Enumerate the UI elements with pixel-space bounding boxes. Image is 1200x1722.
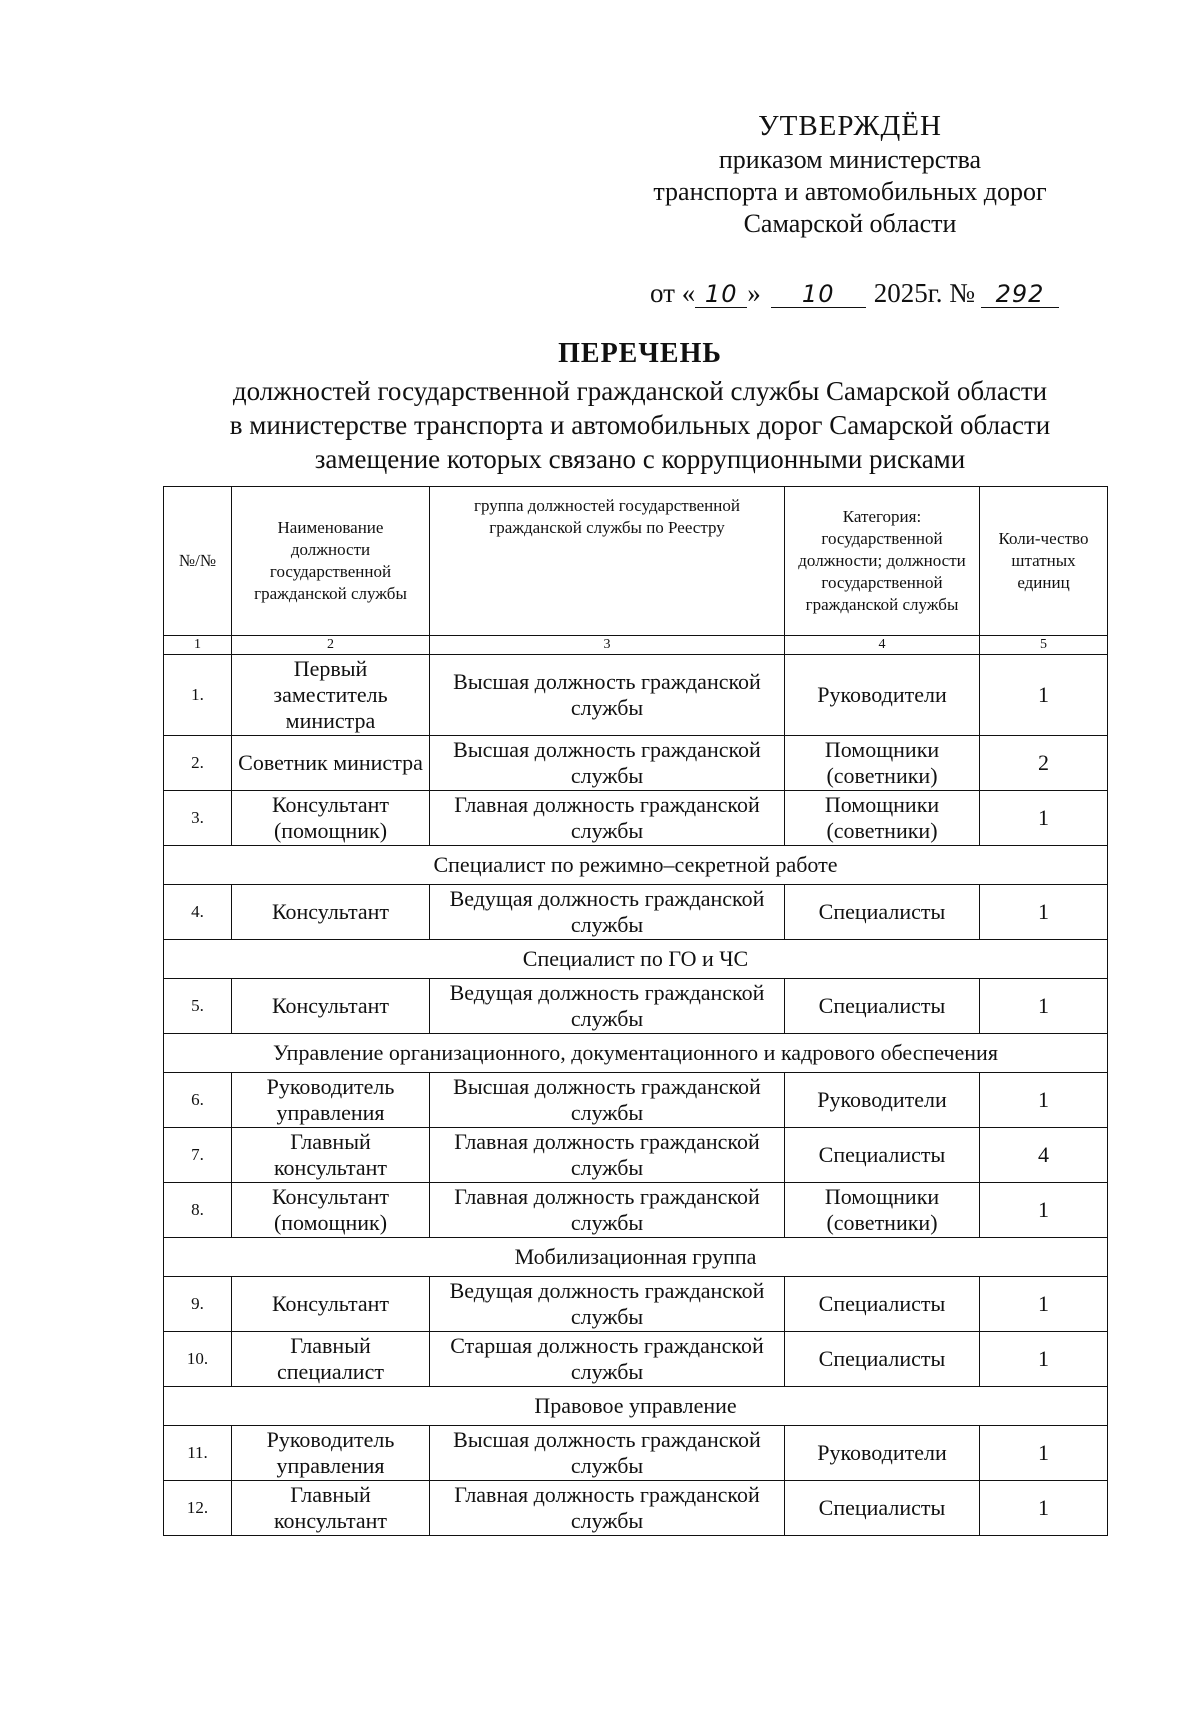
positions-table [163,486,1108,1536]
heading-line-3: замещение которых связано с коррупционными рисками [314,444,966,474]
position-category: Помощники (советники) [785,736,980,791]
position-group: Главная должность гражданской службы [430,791,785,846]
row-number: 12. [164,1481,232,1536]
header-staff-count: Коли-чество штатных единиц [980,487,1108,636]
position-group: Высшая должность гражданской службы [430,655,785,736]
position-category: Специалисты [785,1277,980,1332]
position-group: Главная должность гражданской службы [430,1183,785,1238]
position-name: Консультант [232,1277,430,1332]
position-group: Главная должность гражданской службы [430,1128,785,1183]
position-name: Главный консультант [232,1128,430,1183]
staff-count: 1 [980,1332,1108,1387]
staff-count: 1 [980,1073,1108,1128]
section-row [164,1238,1108,1277]
section-row [164,1034,1108,1073]
row-number: 3. [164,791,232,846]
position-name: Консультант (помощник) [232,791,430,846]
section-title: Правовое управление [164,1387,1108,1426]
position-category: Специалисты [785,1128,980,1183]
approval-block [600,110,1100,240]
order-date-number [650,278,1059,309]
section-title: Специалист по режимно–секретной работе [164,846,1108,885]
position-category: Руководители [785,1426,980,1481]
position-group: Ведущая должность гражданской службы [430,885,785,940]
table-row [164,1183,1108,1238]
column-number: 5 [980,636,1108,655]
section-title: Управление организационного, документационного и кадрового обеспечения [164,1034,1108,1073]
staff-count: 1 [980,1277,1108,1332]
position-name: Советник министра [232,736,430,791]
header-category: Категория: государственной должности; должности государственной гражданской службы [785,487,980,636]
approval-line-3: Самарской области [743,209,957,238]
row-number: 4. [164,885,232,940]
table-row [164,1128,1108,1183]
position-name: Первый заместитель министра [232,655,430,736]
row-number: 9. [164,1277,232,1332]
order-prefix: от « [650,278,696,308]
order-day: 10 [695,281,747,308]
position-category: Специалисты [785,885,980,940]
position-group: Ведущая должность гражданской службы [430,979,785,1034]
position-group: Высшая должность гражданской службы [430,1426,785,1481]
position-category: Помощники (советники) [785,791,980,846]
column-number: 1 [164,636,232,655]
position-category: Специалисты [785,979,980,1034]
column-number: 2 [232,636,430,655]
table-row [164,791,1108,846]
row-number: 7. [164,1128,232,1183]
staff-count: 1 [980,885,1108,940]
row-number: 10. [164,1332,232,1387]
header-number: №/№ [164,487,232,636]
header-position-name: Наименование должности государственной гражданской службы [232,487,430,636]
document-title: ПЕРЕЧЕНЬ [558,338,722,369]
position-name: Руководитель управления [232,1073,430,1128]
table-row [164,1277,1108,1332]
position-category: Специалисты [785,1481,980,1536]
section-row [164,1387,1108,1426]
position-name: Руководитель управления [232,1426,430,1481]
staff-count: 1 [980,1426,1108,1481]
row-number: 6. [164,1073,232,1128]
position-group: Ведущая должность гражданской службы [430,1277,785,1332]
table-row [164,655,1108,736]
approval-title: УТВЕРЖДЁН [758,110,942,142]
position-group: Высшая должность гражданской службы [430,736,785,791]
column-number-row [164,636,1108,655]
section-title: Мобилизационная группа [164,1238,1108,1277]
table-row [164,1426,1108,1481]
order-day-close: » [747,278,761,308]
table-row [164,979,1108,1034]
staff-count: 1 [980,1481,1108,1536]
position-name: Консультант (помощник) [232,1183,430,1238]
row-number: 5. [164,979,232,1034]
table-body [164,655,1108,1536]
order-number: 292 [981,281,1059,308]
table-header-row [164,487,1108,636]
position-category: Руководители [785,655,980,736]
section-title: Специалист по ГО и ЧС [164,940,1108,979]
position-category: Руководители [785,1073,980,1128]
staff-count: 1 [980,979,1108,1034]
table-row [164,1073,1108,1128]
position-group: Главная должность гражданской службы [430,1481,785,1536]
column-number: 4 [785,636,980,655]
staff-count: 4 [980,1128,1108,1183]
approval-line-2: транспорта и автомобильных дорог [653,177,1047,206]
position-group: Высшая должность гражданской службы [430,1073,785,1128]
section-row [164,846,1108,885]
table-row [164,885,1108,940]
order-year-text: 2025г. № [873,278,975,308]
position-name: Консультант [232,979,430,1034]
order-month: 10 [771,281,866,308]
row-number: 1. [164,655,232,736]
staff-count: 2 [980,736,1108,791]
staff-count: 1 [980,1183,1108,1238]
position-name: Консультант [232,885,430,940]
position-category: Помощники (советники) [785,1183,980,1238]
header-position-group: группа должностей государственной гражданской службы по Реестру [430,487,785,636]
staff-count: 1 [980,655,1108,736]
row-number: 8. [164,1183,232,1238]
table-row [164,1332,1108,1387]
position-name: Главный консультант [232,1481,430,1536]
row-number: 2. [164,736,232,791]
staff-count: 1 [980,791,1108,846]
position-category: Специалисты [785,1332,980,1387]
position-name: Главный специалист [232,1332,430,1387]
document-heading [190,338,1090,476]
position-group: Старшая должность гражданской службы [430,1332,785,1387]
table-row [164,1481,1108,1536]
section-row [164,940,1108,979]
heading-line-2: в министерстве транспорта и автомобильных дорог Самарской области [229,410,1051,440]
row-number: 11. [164,1426,232,1481]
approval-line-1: приказом министерства [718,145,982,174]
table-row [164,736,1108,791]
heading-line-1: должностей государственной гражданской службы Самарской области [232,376,1048,406]
column-number: 3 [430,636,785,655]
